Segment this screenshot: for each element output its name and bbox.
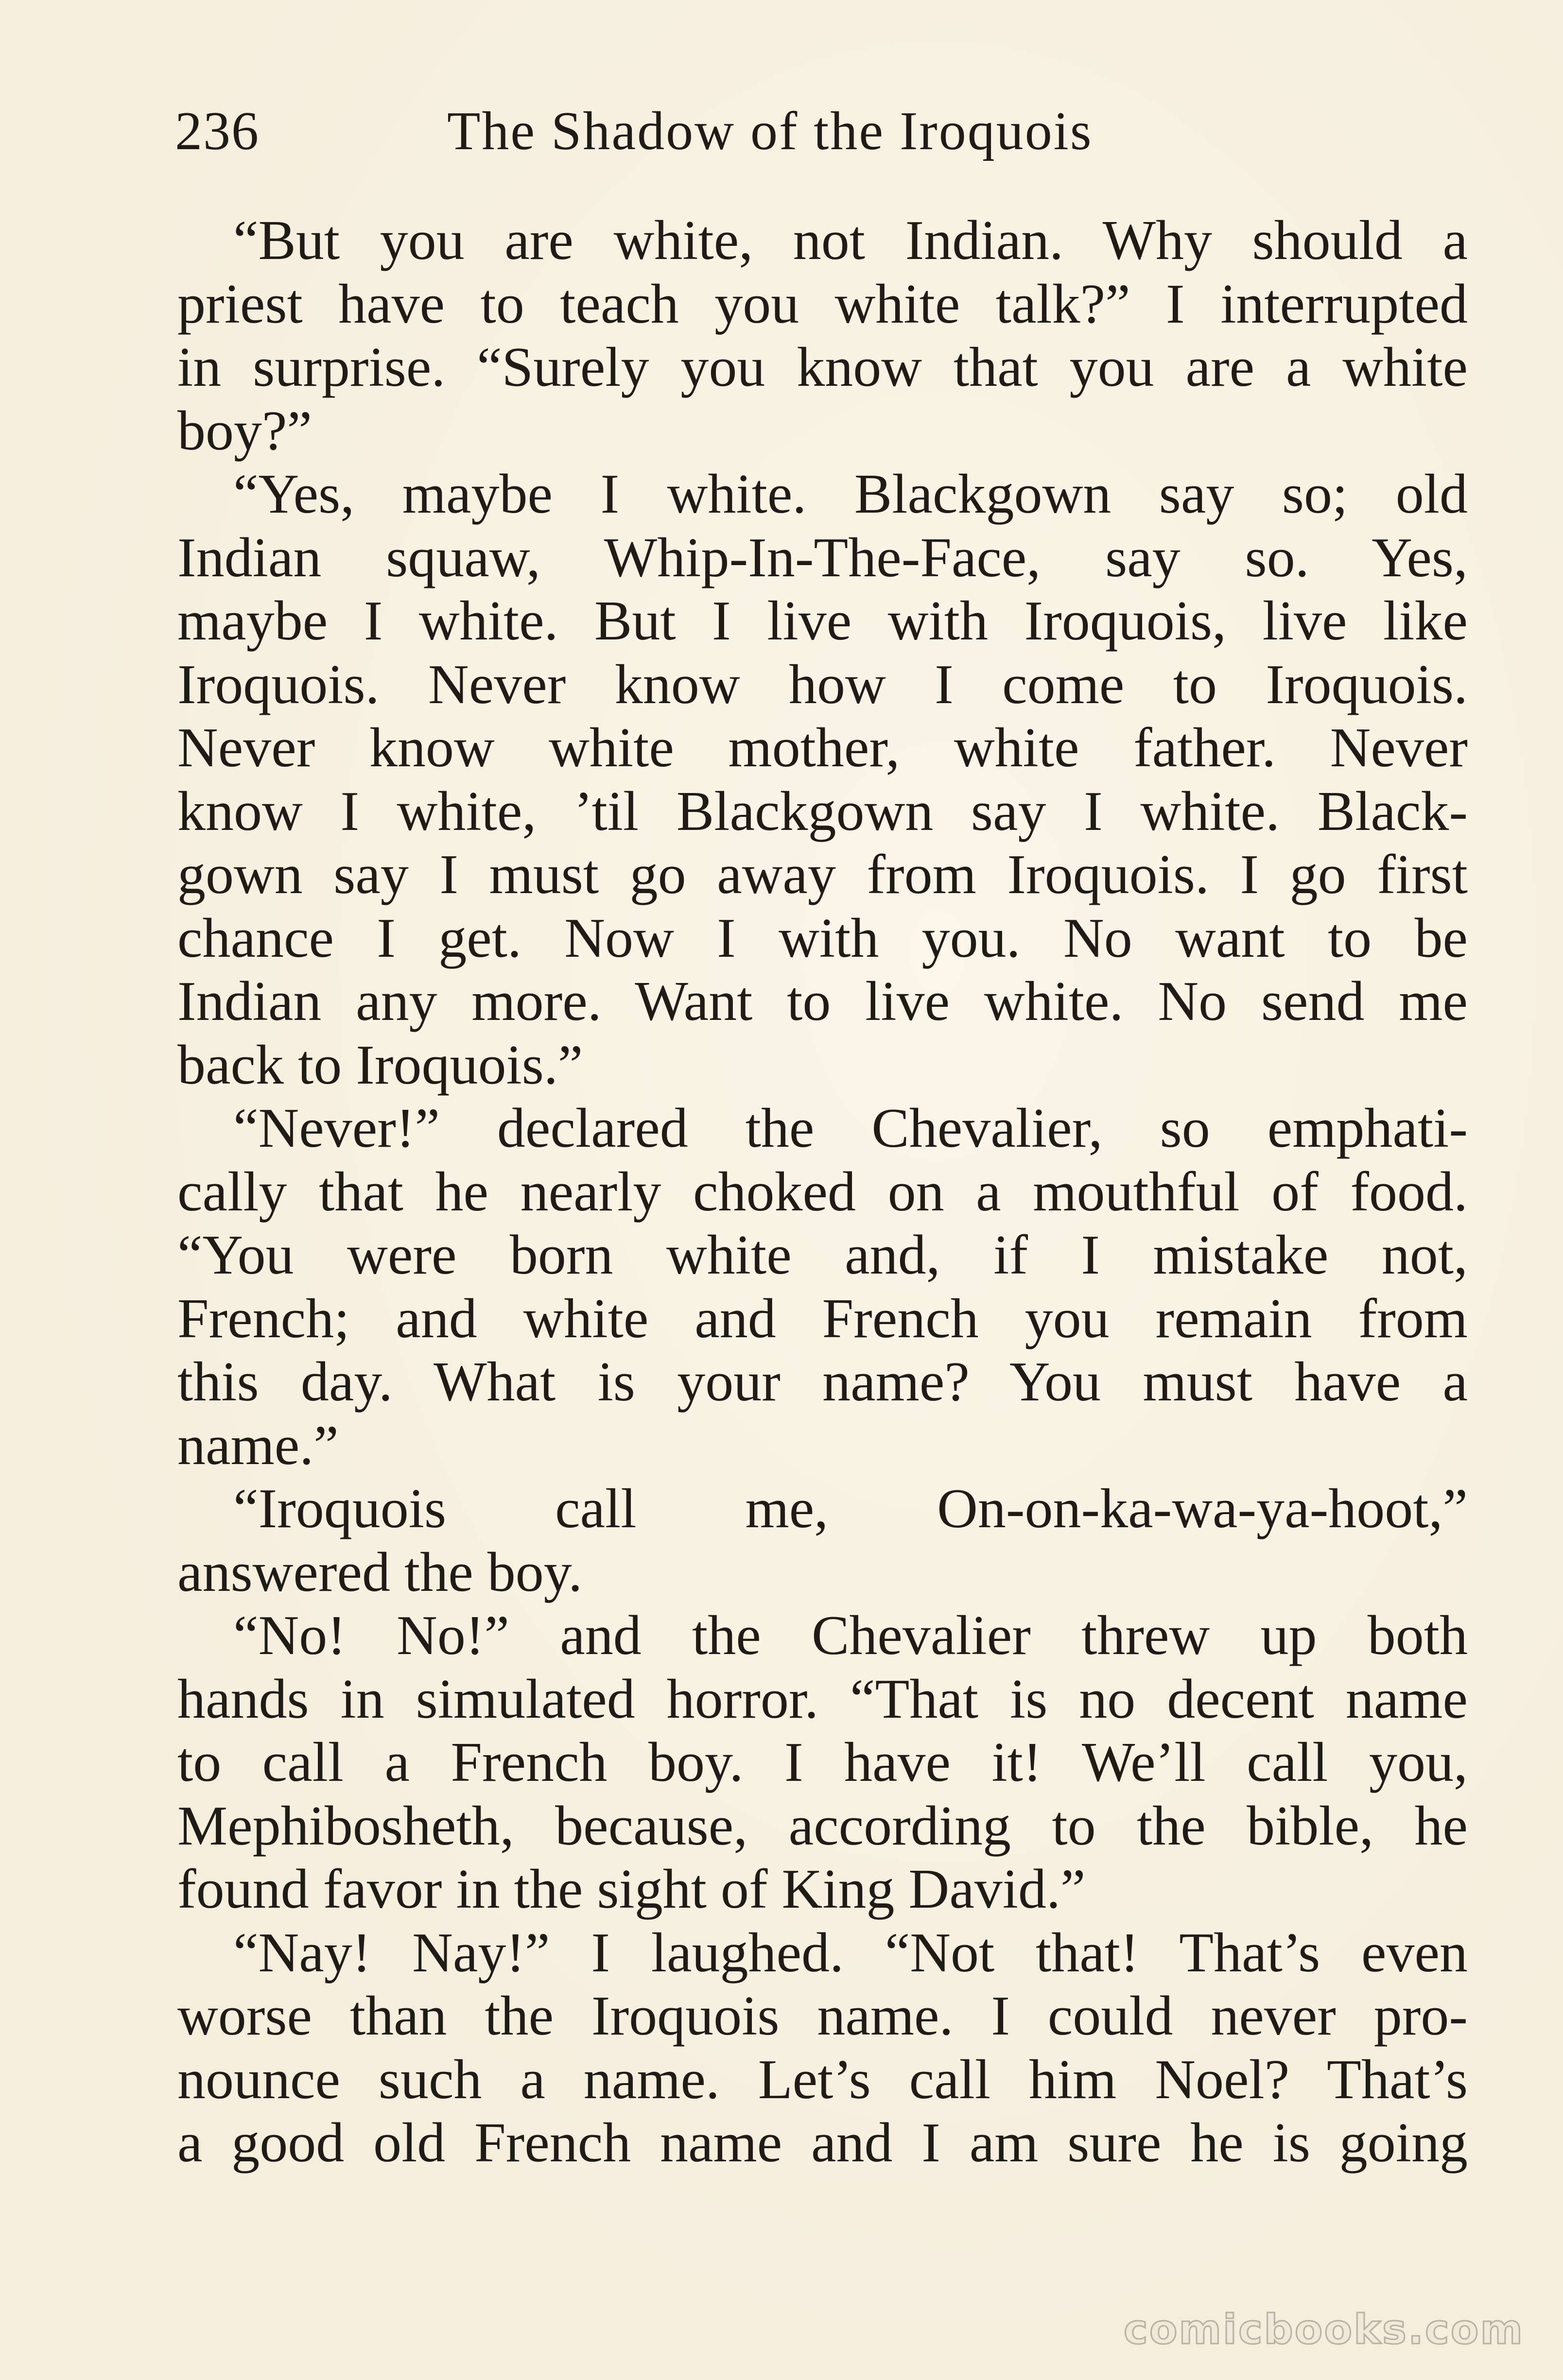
text-line: “No! No!” and the Chevalier threw up both bbox=[233, 1604, 1468, 1667]
text-line: nounce such a name. Let’s call him Noel? That’s bbox=[177, 2048, 1468, 2111]
text-line: Indian squaw, Whip-In-The-Face, say so. Yes, bbox=[177, 526, 1468, 589]
text-line: French; and white and French you remain from bbox=[177, 1287, 1468, 1350]
text-line: chance I get. Now I with you. No want to be bbox=[177, 907, 1468, 969]
text-line: “But you are white, not Indian. Why should a bbox=[233, 209, 1468, 272]
text-line: “Yes, maybe I white. Blackgown say so; old bbox=[233, 463, 1468, 525]
text-line: to call a French boy. I have it! We’ll call you, bbox=[177, 1731, 1468, 1794]
text-line: found favor in the sight of King David.” bbox=[177, 1858, 1086, 1920]
page-header bbox=[175, 97, 1468, 165]
text-line: back to Iroquois.” bbox=[177, 1034, 583, 1096]
text-line: this day. What is your name? You must have a bbox=[177, 1351, 1468, 1413]
text-line: a good old French name and I am sure he is going bbox=[177, 2112, 1468, 2174]
text-line: boy?” bbox=[177, 399, 312, 462]
text-line: “Nay! Nay!” I laughed. “Not that! That’s even bbox=[233, 1921, 1468, 1984]
text-line: Never know white mother, white father. Never bbox=[177, 717, 1468, 779]
page-number: 236 bbox=[175, 101, 260, 161]
body-text bbox=[177, 209, 1468, 2175]
text-line: hands in simulated horror. “That is no decent name bbox=[177, 1668, 1468, 1730]
text-line: “Never!” declared the Chevalier, so emphati- bbox=[233, 1097, 1468, 1159]
text-line: “Iroquois call me, On-on-ka-wa-ya-hoot,” bbox=[233, 1478, 1468, 1540]
text-line: “You were born white and, if I mistake not, bbox=[177, 1224, 1468, 1286]
text-line: Indian any more. Want to live white. No send me bbox=[177, 970, 1468, 1033]
text-line: in surprise. “Surely you know that you are a white bbox=[177, 336, 1468, 398]
text-line: gown say I must go away from Iroquois. I go first bbox=[177, 844, 1468, 906]
text-line: maybe I white. But I live with Iroquois, live like bbox=[177, 590, 1468, 652]
text-line: priest have to teach you white talk?” I interrupted bbox=[177, 273, 1468, 335]
text-line: worse than the Iroquois name. I could never pro- bbox=[177, 1985, 1468, 2047]
text-line: Mephibosheth, because, according to the bible, he bbox=[177, 1794, 1468, 1857]
text-line: know I white, ’til Blackgown say I white. Black- bbox=[177, 780, 1468, 843]
text-line: name.” bbox=[177, 1414, 339, 1477]
running-title: The Shadow of the Iroquois bbox=[447, 101, 1093, 161]
text-line: Iroquois. Never know how I come to Iroquois. bbox=[177, 653, 1468, 716]
text-line: cally that he nearly choked on a mouthful of food. bbox=[177, 1160, 1468, 1223]
text-line: answered the boy. bbox=[177, 1541, 583, 1604]
watermark-logo: comicbooks.com bbox=[1124, 2306, 1524, 2353]
